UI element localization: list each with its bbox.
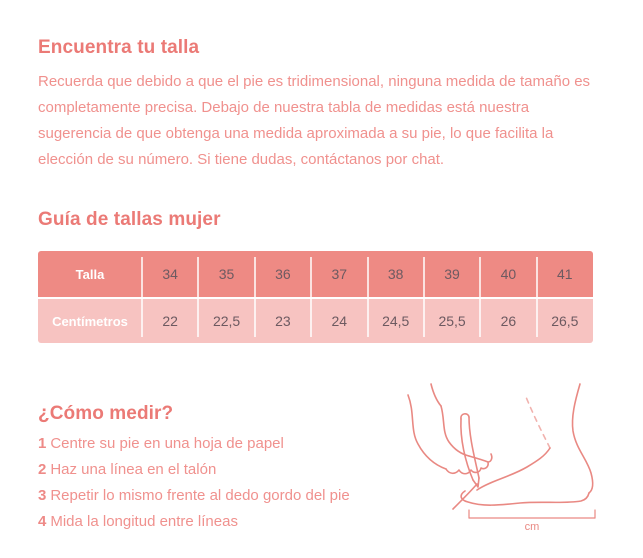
step-number: 1 [38, 435, 47, 452]
table-cell-cm: 24 [311, 297, 367, 343]
table-row-label-talla: Talla [38, 251, 142, 297]
measure-step [38, 431, 350, 457]
step-number: 3 [38, 487, 47, 504]
measure-steps-list [38, 431, 350, 535]
table-cell-talla: 40 [480, 251, 536, 297]
measure-step [38, 457, 350, 483]
women-size-guide-title: Guía de tallas mujer [38, 209, 221, 230]
step-text: Mida la longitud entre líneas [50, 513, 238, 530]
table-cell-cm: 26,5 [537, 297, 593, 343]
table-cell-cm: 26 [480, 297, 536, 343]
table-cell-talla: 37 [311, 251, 367, 297]
table-cell-cm: 24,5 [368, 297, 424, 343]
step-text: Centre su pie en una hoja de papel [50, 435, 284, 452]
find-your-size-title: Encuentra tu talla [38, 37, 200, 58]
table-cell-cm: 25,5 [424, 297, 480, 343]
step-text: Haz una línea en el talón [50, 461, 217, 478]
size-guide-table [38, 251, 593, 343]
table-cell-talla: 35 [198, 251, 254, 297]
how-to-measure-title: ¿Cómo medir? [38, 403, 174, 424]
table-cell-talla: 41 [537, 251, 593, 297]
table-cell-talla: 39 [424, 251, 480, 297]
step-number: 2 [38, 461, 47, 478]
measure-step [38, 483, 350, 509]
step-number: 4 [38, 513, 47, 530]
table-cell-talla: 36 [255, 251, 311, 297]
intro-paragraph: Recuerda que debido a que el pie es tridimensional, ninguna medida de tamaño es completamente precisa. Debajo de nuestra tabla de medidas está nuestra sugerencia de que obtenga una medida aproximada a su pie, lo que facilita la elección de su número. Si tiene dudas, contáctanos por chat. [38, 73, 591, 168]
table-cell-talla: 38 [368, 251, 424, 297]
table-cell-cm: 22 [142, 297, 198, 343]
table-cell-talla: 34 [142, 251, 198, 297]
cm-unit-label: cm [524, 521, 540, 533]
step-text: Repetir lo mismo frente al dedo gordo del pie [50, 487, 350, 504]
measure-step [38, 509, 350, 535]
table-row-label-centimetros: Centímetros [38, 297, 142, 343]
table-cell-cm: 23 [255, 297, 311, 343]
foot-measure-illustration [395, 381, 639, 555]
table-cell-cm: 22,5 [198, 297, 254, 343]
